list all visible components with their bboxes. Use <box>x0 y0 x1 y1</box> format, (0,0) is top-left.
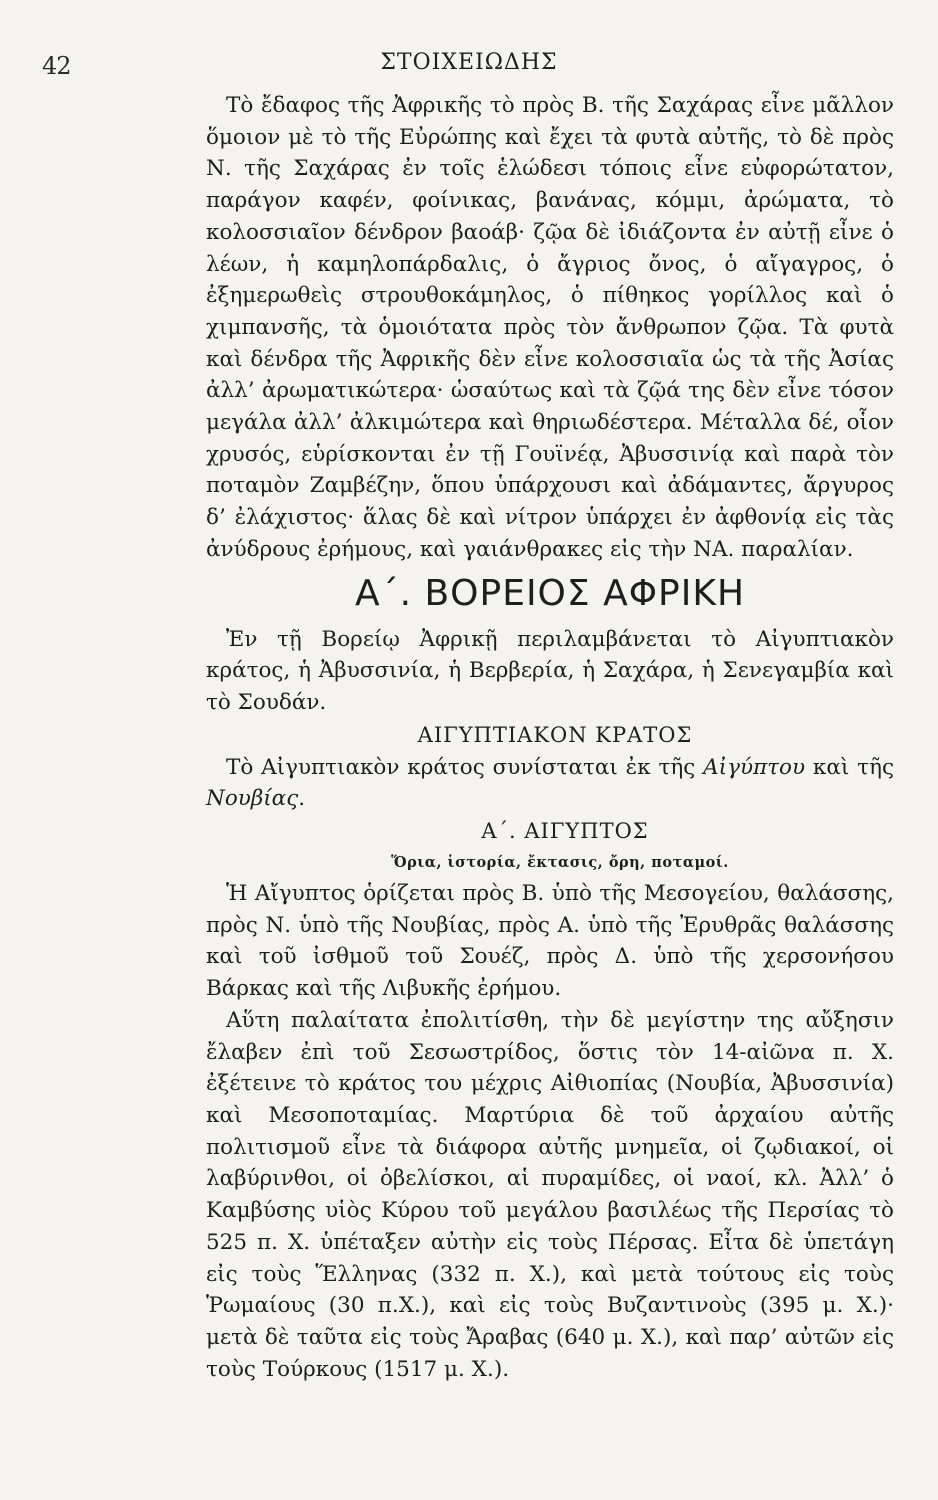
egyptian-state-paragraph <box>206 752 894 815</box>
intro-paragraph: Τὸ ἔδαφος τῆς Ἀφρικῆς τὸ πρὸς Β. τῆς Σαχάρας εἶνε μᾶλλον ὅμοιον μὲ τὸ τῆς Εὐρώπης καὶ ἔχει τὰ φυτὰ αὐτῆς, τὸ δὲ πρὸς Ν. τῆς Σαχάρας ἐν τοῖς ἑλώδεσι τόποις εἶνε εὐφορώτατον, παράγον καφέν, φοίνικας, βανάνας, κόμμι, ἀρώματα, τὸ κολοσσιαῖον δένδρον βαοάβ· ζῷα δὲ ἰδιάζοντα ἐν αὐτῇ εἶνε ὁ λέων, ἡ καμηλοπάρδαλις, ὁ ἄγριος ὄνος, ὁ αἴγαγρος, ὁ ἐξημερωθεὶς στρουθοκάμηλος, ὁ πίθηκος γορίλλος καὶ ὁ χιμπανσῆς, τὰ ὁμοιότατα πρὸς τὸν ἄνθρωπον ζῷα. Τὰ φυτὰ καὶ δένδρα τῆς Ἀφρικῆς δὲν εἶνε κολοσσιαῖα ὡς τὰ τῆς Ἀσίας ἀλλ’ ἀρωματικώτερα· ὡσαύτως καὶ τὰ ζῷά της δὲν εἶνε τόσον μεγάλα ἀλλ’ ἀλκιμώτερα καὶ θηριωδέστερα. Μέταλλα δέ, οἷον χρυσός, εὑρίσκονται ἐν τῇ Γουϊνέᾳ, Ἀβυσσινίᾳ καὶ παρὰ τὸν ποταμὸν Ζαμβέζην, ὅπου ὑπάρχουσι καὶ ἀδάμαντες, ἄργυρος δ’ ἐλάχιστος· ἅλας δὲ καὶ νίτρον ὑπάρχει ἐν ἀφθονίᾳ εἰς τὰς ἀνύδρους ἐρήμους, καὶ γαιάνθρακες εἰς τὴν ΝΑ. παραλίαν. <box>206 93 894 562</box>
page-number: 42 <box>42 52 71 80</box>
egypt-history-paragraph: Αὕτη παλαίτατα ἐπολιτίσθη, τὴν δὲ μεγίστην της αὔξησιν ἔλαβεν ἐπὶ τοῦ Σεσωστρίδος, ὅστις τὸν 14-αἰῶνα π. Χ. ἐξέτεινε τὸ κράτος του μέχρις Αἰθιοπίας (Νουβία, Ἀβυσσινία) καὶ Μεσοποταμίας. Μαρτύρια δὲ τοῦ ἀρχαίου αὐτῆς πολιτισμοῦ εἶνε τὰ διάφορα αὐτῆς μνημεῖα, οἱ ζῳδιακοί, οἱ λαβύρινθοι, οἱ ὀβελίσκοι, αἱ πυραμίδες, οἱ ναοί, κλ. Ἀλλ’ ὁ Καμβύσης υἱὸς Κύρου τοῦ μεγάλου βασιλέως τῆς Περσίας τὸ 525 π. Χ. ὑπέταξεν αὐτὴν εἰς τοὺς Πέρσας. Εἶτα δὲ ὑπετάγη εἰς τοὺς Ἕλληνας (332 π. Χ.), καὶ μετὰ τούτους εἰς τοὺς Ῥωμαίους (30 π.Χ.), καὶ εἰς τοὺς Βυζαντινοὺς (395 μ. Χ.)· μετὰ δὲ ταῦτα εἰς τοὺς Ἄραβας (640 μ. Χ.), καὶ παρ’ αὐτῶν εἰς τοὺς Τούρκους (1517 μ. Χ.). <box>206 1007 894 1382</box>
egyptian-state-text-mid: καὶ τῆς <box>805 754 894 780</box>
egypt-topics-caption: Ὅρια, ἱστορία, ἔκτασις, ὄρη, ποταμοί. <box>391 854 729 872</box>
egyptian-state-text-start: Τὸ Αἰγυπτιακὸν κράτος συνίσταται ἐκ τῆς <box>226 754 704 780</box>
section-heading-north-africa: Α΄. ΒΟΡΕΙΟΣ ΑΦΡΙΚΗ <box>354 572 746 614</box>
section-heading-egypt: Α΄. ΑΙΓΥΠΤΟΣ <box>481 819 649 844</box>
running-title: ΣΤΟΙΧΕΙΩΔΗΣ <box>380 50 558 75</box>
egyptian-state-text-end: . <box>298 786 306 812</box>
nubia-italic: Νουβίας <box>206 786 299 812</box>
running-header <box>0 46 938 80</box>
page-body <box>206 90 894 1385</box>
section-heading-egyptian-state: ΑΙΓΥΠΤΙΑΚΟΝ ΚΡΑΤΟΣ <box>417 722 693 747</box>
egypt-italic: Αἰγύπτου <box>703 754 806 780</box>
egypt-borders-paragraph: Ἡ Αἴγυπτος ὁρίζεται πρὸς Β. ὑπὸ τῆς Μεσογείου, θαλάσσης, πρὸς Ν. ὑπὸ τῆς Νουβίας, πρὸς Α. ὑπὸ τῆς Ἐρυθρᾶς θαλάσσης καὶ τοῦ ἰσθμοῦ τοῦ Σουέζ, πρὸς Δ. ὑπὸ τῆς χερσονήσου Βάρκας καὶ τῆς Λιβυκῆς ἐρήμου. <box>206 881 894 1002</box>
north-africa-paragraph: Ἐν τῇ Βορείῳ Ἀφρικῇ περιλαμβάνεται τὸ Αἰγυπτιακὸν κράτος, ἡ Ἀβυσσινία, ἡ Βερβερία, ἡ Σαχάρα, ἡ Σενεγαμβία καὶ τὸ Σουδάν. <box>206 626 894 715</box>
